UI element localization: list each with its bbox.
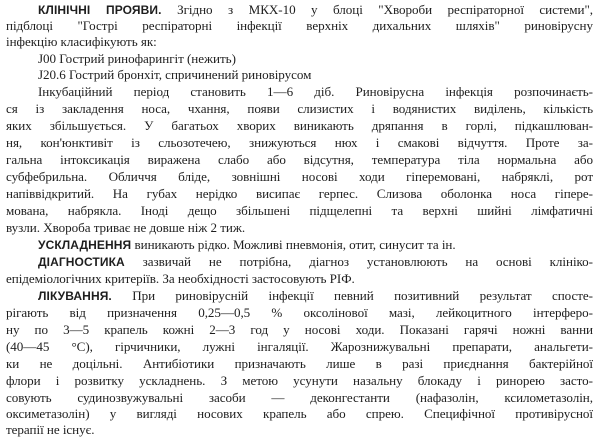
complications-heading: УСКЛАДНЕННЯ — [38, 238, 132, 252]
icd-code-j20-6: J20.6 Гострий бронхіт, спричинений риновірусом — [38, 67, 312, 82]
clinical-body-8: мована, набрякла. Іноді дещо збільшені підщелепні та верхні шийні лімфатичні — [6, 203, 593, 218]
diagnostics-line-1 — [38, 253, 593, 270]
treatment-line-3: ну по 3—5 крапель кожні 2—3 год у носові ходи. Показані гарячі ножні ванни — [6, 322, 593, 337]
clinical-body-9: вузли. Хвороба триває не довше ніж 2 тиж. — [6, 220, 246, 235]
clinical-body-6: субфебрильна. Обличчя бліде, зовнішні носові ходи гіперемовані, набряклі, рот — [6, 169, 593, 184]
treatment-line-6: флори і розвитку ускладнень. З метою усунути назальну блокаду і ринорею засто- — [6, 373, 593, 388]
clinical-line-3: інфекцію класифікують як: — [6, 34, 157, 49]
clinical-heading: КЛІНІЧНІ ПРОЯВИ. — [38, 3, 162, 17]
treatment-line-2: рігають від призначення 0,25—0,5 % оксолінової мазі, лейкоцитного інтерферо- — [6, 305, 593, 320]
complications-text: виникають рідко. Можливі пневмонія, отит, синусит та ін. — [134, 237, 456, 252]
clinical-body-7: напіввідкритий. На губах нерідко висипає герпес. Слизова оболонка носа гіпере- — [6, 186, 593, 201]
clinical-body-1: Інкубаційний період становить 1—6 діб. Риновірусна інфекція розпочинаєть- — [38, 84, 593, 99]
clinical-body-3: яких збільшується. У багатьох хворих виникають дряпання в горлі, підкашлюван- — [6, 118, 593, 133]
treatment-line-8: оксиметазолін) у вигляді носових крапель або спрею. Специфічної противірусної — [6, 406, 593, 421]
complications-line — [38, 236, 593, 253]
diagnostics-line-2: епідеміологічних критеріїв. За необхідності застосовують РІФ. — [6, 271, 355, 286]
clinical-body-5: гальна інтоксикація виражена слабо або відсутня, температура тіла нормальна або — [6, 152, 593, 167]
clinical-line-2: підблоці "Гострі респіраторні інфекції верхніх дихальних шляхів" риновірусну — [6, 18, 593, 33]
clinical-line-1 — [38, 1, 593, 18]
treatment-line-7: совують судинозвужувальні засоби — деконгестанти (нафазолін, ксилометазолін, — [6, 390, 593, 405]
treatment-line-4: (40—45 °С), гірчичники, лужні інгаляції. Жарознижувальні препарати, анальгети- — [6, 339, 593, 354]
treatment-line-5: ки не доцільні. Антибіотики призначають лише в разі приєднання бактерійної — [6, 356, 593, 371]
clinical-body-2: ся із закладення носа, чхання, появи слизистих і водянистих виділень, кількість — [6, 101, 593, 116]
clinical-text-1: Згідно з МКХ-10 у блоці "Хвороби респіраторної системи", — [177, 2, 593, 17]
treatment-line-9: терапії не існує. — [6, 422, 95, 437]
treatment-heading: ЛІКУВАННЯ. — [38, 289, 112, 303]
icd-code-j00: J00 Гострий ринофарингіт (нежить) — [38, 51, 236, 66]
clinical-body-4: ня, кон'юнктивіт із сльозотечею, знижуються нюх і смакові відчуття. Проте за- — [6, 135, 593, 150]
diagnostics-heading: ДІАГНОСТИКА — [38, 255, 125, 269]
diagnostics-text: зазвичай не потрібна, діагноз установлюють на основі клініко- — [142, 254, 593, 269]
treatment-text: При риновірусній інфекції певний позитивний результат спосте- — [132, 288, 593, 303]
treatment-line-1 — [38, 287, 593, 304]
